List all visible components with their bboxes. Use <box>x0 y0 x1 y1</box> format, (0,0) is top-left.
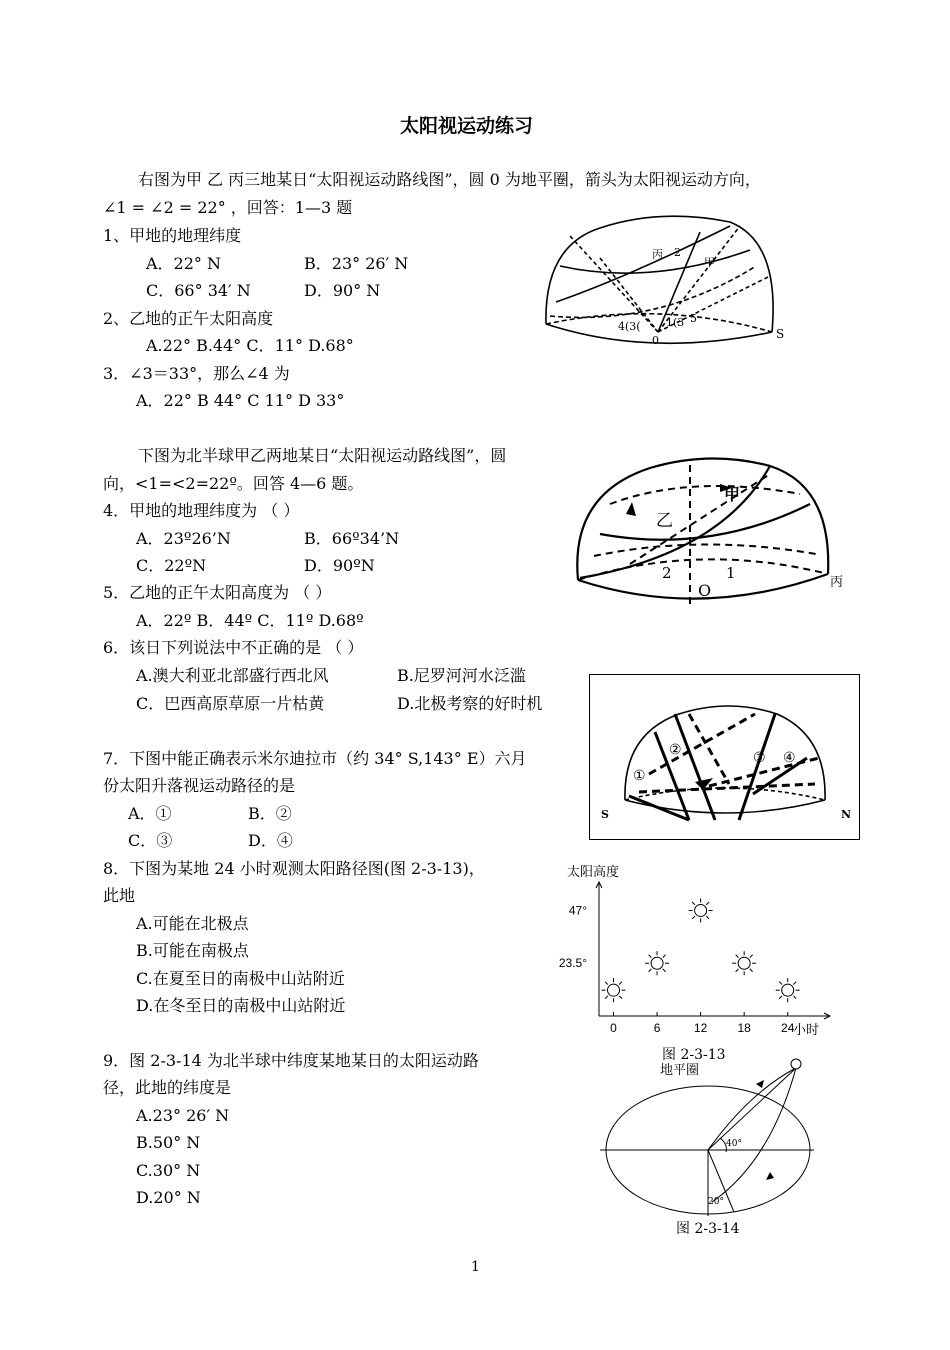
fig2-label-1: 1 <box>726 564 736 582</box>
fig1-label-4-3: 4(3( <box>618 320 641 333</box>
q9-option-d: D.20° N <box>136 1188 201 1207</box>
chart-x-tick-label: 0 <box>610 1021 617 1035</box>
chart-x-axis <box>599 1013 830 1019</box>
q3-stem: 3．∠3＝33°，那么∠4 为 <box>103 364 290 383</box>
chart-x-tick-label: 24 <box>781 1021 795 1035</box>
fig3-path-2 <box>675 714 715 820</box>
q4-option-b: B．66º34’N <box>304 529 400 548</box>
q1-option-d: D．90° N <box>304 281 381 300</box>
intro2-line1: 下图为北半球甲乙两地某日“太阳视运动路线图”，圆 <box>138 446 507 465</box>
q9-line2: 径，此地的纬度是 <box>103 1078 232 1097</box>
sun-altitude-chart <box>545 858 845 1048</box>
q1-stem: 1、甲地的地理纬度 <box>103 226 242 245</box>
chart-sun-point <box>645 951 669 975</box>
q4-option-a: A．23º26’N <box>136 529 231 548</box>
q6-option-a: A.澳大利亚北部盛行西北风 <box>136 666 329 685</box>
chart-points <box>602 898 800 1002</box>
fig1-label-s: S <box>776 327 785 341</box>
q7-option-d: D．④ <box>248 831 293 850</box>
sun-path-hemisphere-figure-1 <box>540 206 790 356</box>
q8-option-b: B.可能在南极点 <box>136 941 249 960</box>
fig5-arrow-2 <box>766 1172 774 1180</box>
chart-y-tick-label: 47° <box>568 903 587 918</box>
fig2-arrow-yi <box>626 502 636 516</box>
intro1-line1: 右图为甲 乙 丙三地某日“太阳视运动路线图”，圆 0 为地平圈，箭头为太阳视运动方向， <box>138 170 761 189</box>
q3-options: A．22° B 44° C 11° D 33° <box>136 391 345 410</box>
chart-ylabel: 太阳高度 <box>567 864 620 879</box>
fig1-label-bing: 丙 <box>652 248 663 261</box>
page-number: 1 <box>471 1259 480 1275</box>
chart-sun-point <box>689 898 713 922</box>
fig1-label-o: 0 <box>652 334 659 347</box>
fig1-label-1-3: 1(3 <box>666 316 685 329</box>
fig1-horizon-bottom <box>546 324 772 343</box>
q7-option-b: B．② <box>248 804 292 823</box>
fig1-path-jia <box>550 266 756 317</box>
sun-path-options-figure-3 <box>589 674 860 840</box>
fig2-line-c <box>630 474 770 564</box>
fig3-dash-4 <box>639 784 815 792</box>
q6-option-d: D.北极考察的好时机 <box>397 694 543 713</box>
chart-sun-point <box>732 951 756 975</box>
chart-x-tick-label: 12 <box>693 1021 708 1035</box>
chart-x-tick-label: 6 <box>653 1021 661 1035</box>
chart-y-tick-label: 23.5° <box>558 956 587 971</box>
q9-line1: 9．图 2-3-14 为北半球中纬度某地某日的太阳运动路 <box>103 1051 479 1070</box>
q8-option-d: D.在冬至日的南极中山站附近 <box>136 996 346 1015</box>
q8-option-a: A.可能在北极点 <box>136 914 249 933</box>
fig5-label-horizon: 地平圈 <box>660 1063 700 1078</box>
figure-2-3-13-caption: 图 2-3-13 <box>662 1047 726 1063</box>
figure-2-3-14-caption: 图 2-3-14 <box>676 1221 740 1237</box>
fig5-label-20: 20° <box>708 1197 724 1207</box>
fig5-label-40: 40° <box>726 1139 742 1149</box>
fig3-dash-1 <box>649 714 755 774</box>
chart-y-axis <box>596 882 602 1016</box>
q5-options: A．22º B．44º C．11º D.68º <box>136 611 364 630</box>
fig1-label-5: 5 <box>690 312 697 325</box>
q6-stem: 6．该日下列说法中不正确的是 （ ） <box>103 638 364 657</box>
fig3-label-4: ④ <box>783 750 796 766</box>
fig1-label-2: 2 <box>674 246 681 259</box>
fig5-sun-icon <box>791 1059 801 1069</box>
q8-line1: 8．下图为某地 24 小时观测太阳路径图(图 2-3-13)， <box>103 859 485 878</box>
chart-x-tick-label: 18 <box>737 1021 751 1035</box>
fig2-horizon-top <box>578 559 828 580</box>
chart-axes <box>596 882 830 1019</box>
q4-stem: 4．甲地的地理纬度为 （ ） <box>103 501 300 520</box>
fig3-label-2: ② <box>669 742 682 758</box>
intro1-line2: ∠1 = ∠2 = 22° ，回答：1—3 题 <box>103 198 353 217</box>
fig2-line-a <box>610 486 800 504</box>
fig2-label-2: 2 <box>662 564 672 582</box>
q5-stem: 5．乙地的正午太阳高度为 （ ） <box>103 583 332 602</box>
q1-option-b: B．23° 26′ N <box>304 254 409 273</box>
q4-option-d: D．90ºN <box>304 556 375 575</box>
chart-sun-point <box>776 978 800 1002</box>
q7-line2: 份太阳升落视运动路径的是 <box>103 776 296 795</box>
q9-option-c: C.30° N <box>136 1161 201 1180</box>
q1-option-c: C．66° 34′ N <box>146 281 251 300</box>
fig3-path-3 <box>739 714 775 820</box>
q7-option-c: C．③ <box>128 831 173 850</box>
fig3-label-n: N <box>841 808 852 821</box>
page-title: 太阳视运动练习 <box>400 115 534 137</box>
intro2-line2: 向，<1=<2=22º。回答 4—6 题。 <box>103 474 364 493</box>
fig5-arrow-1 <box>756 1080 764 1088</box>
fig2-label-bing: 丙 <box>830 575 844 590</box>
q2-stem: 2、乙地的正午太阳高度 <box>103 309 274 328</box>
fig3-label-s: S <box>601 808 609 821</box>
fig2-label-o: O <box>698 581 712 600</box>
fig2-line-b <box>594 544 816 556</box>
q6-option-b: B.尼罗河河水泛滥 <box>397 666 526 685</box>
q8-option-c: C.在夏至日的南极中山站附近 <box>136 969 345 988</box>
fig2-label-jia: 甲 <box>724 485 741 504</box>
q7-line1: 7．下图中能正确表示米尔迪拉市（约 34° S,143° E）六月 <box>103 749 527 768</box>
q9-option-b: B.50° N <box>136 1133 201 1152</box>
q2-options: A.22° B.44° C．11° D.68° <box>146 336 354 355</box>
q1-option-a: A．22° N <box>146 254 222 273</box>
q8-line2: 此地 <box>103 886 136 905</box>
q6-option-c: C．巴西高原草原一片枯黄 <box>136 694 325 713</box>
fig1-label-jia: 甲 <box>704 256 715 269</box>
fig2-dome <box>577 458 828 580</box>
sun-path-hemisphere-figure-2 <box>570 444 850 609</box>
fig3-label-1: ① <box>633 768 646 784</box>
fig2-label-yi: 乙 <box>656 511 673 531</box>
chart-xlabel: 小时 <box>793 1022 820 1037</box>
chart-sun-point <box>602 978 626 1002</box>
q9-option-a: A.23° 26′ N <box>136 1106 230 1125</box>
fig5-noon-ray <box>708 1068 796 1150</box>
chart-ticks <box>559 903 795 1035</box>
sun-path-ellipse-figure <box>600 1052 815 1218</box>
q4-option-c: C．22ºN <box>136 556 207 575</box>
q7-option-a: A．① <box>128 804 172 823</box>
fig3-label-3: ③ <box>753 750 766 766</box>
